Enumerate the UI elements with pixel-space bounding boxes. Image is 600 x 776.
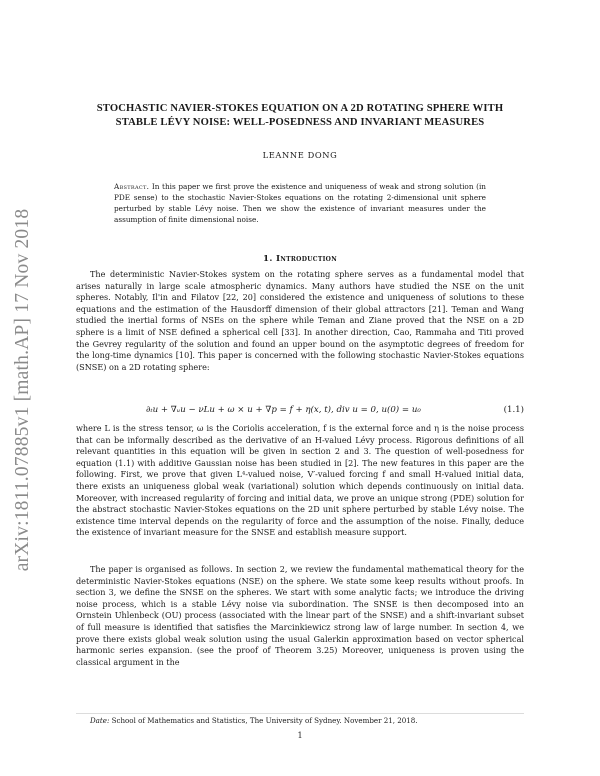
- paper-title: STOCHASTIC NAVIER-STOKES EQUATION ON A 2D ROTATING SPHERE WITH STABLE LÉVY NOISE: WELL-POSEDNESS AND INVARIANT MEASURES: [96, 103, 504, 128]
- equation-number: (1.1): [503, 405, 524, 415]
- intro-paragraph-3: The paper is organised as follows. In section 2, we review the fundamental mathematical theory for the deterministic Navier-Stokes equations (NSE) on the sphere. We state some keep results without proofs. In section 3, we define the SNSE on the spheres. We start with some analytic facts; we introduce the driving noise process, which is a stable Lévy noise via subordination. The SNSE is then decomposed into an Ornstein Uhlenbeck (OU) process (associated with the linear part of the SNSE) and a shift-invariant subset of full measure is identified that satisfies the Marcinkiewicz strong law of large number. In section 4, we prove there exists global weak solution using the usual Galerkin approximation based on vector spherical harmonic series expansion. (see the proof of Theorem 3.25) Moreover, uniqueness is proven using the classical argument in the: [76, 564, 524, 667]
- footnote-text: School of Mathematics and Statistics, The University of Sydney. November 21, 2018.: [111, 716, 418, 725]
- arxiv-identifier: arXiv:1811.07885v1 [math.AP] 17 Nov 2018: [12, 208, 33, 572]
- intro-paragraph-2: where L is the stress tensor, ω is the Coriolis acceleration, f is the external force and η is the noise process that can be informally described as the derivative of an H-valued Lévy process. Rigorous definitions of all relevant quantities in this equation will be given in section 2 and 3. The question of well-posedness for equation (1.1) with additive Gaussian noise has been studied in [2]. The new features in this paper are the following. First, we prove that given L⁴-valued noise, V′-valued forcing f and small H-valued initial data, there exists an uniqueness global weak (variational) solution which depends continuously on initial data. Moreover, with increased regularity of forcing and initial data, we prove an unique strong (PDE) solution for the abstract stochastic Navier-Stokes equations on the 2D unit sphere perturbed by stable Lévy noise. The existence time interval depends on the regularity of force and the assumption of the noise. Finally, deduce the existence of invariant measure for the SNSE and establish measure support.: [76, 423, 524, 538]
- page-number: 1: [297, 731, 303, 740]
- footnote-label: Date:: [90, 716, 110, 725]
- footnote-divider: [76, 713, 524, 714]
- arxiv-sidebar: [8, 170, 38, 610]
- abstract-text: In this paper we first prove the existence and uniqueness of weak and strong solution (in PDE sense) to the stochastic Navier-Stokes equations on the rotating 2-dimensional unit sphere perturbed by stable Lévy noise. Then we show the existence of invariant measures under the assumption of finite dimensional noise.: [114, 182, 486, 224]
- equation-1-1: [76, 405, 524, 419]
- section-heading-introduction: 1. Introduction: [262, 254, 337, 264]
- intro-paragraph-1: The deterministic Navier-Stokes system on the rotating sphere serves as a fundamental model that arises naturally in large scale atmospheric dynamics. Many authors have studied the NSE on the unit spheres. Notably, Il'in and Filatov [22, 20] considered the existence and uniqueness of solutions to these equations and the estimation of the Hausdorff dimension of their global attractors [21]. Teman and Wang studied the inertial forms of NSEs on the sphere while Teman and Ziane proved that the NSE on a 2D sphere is a limit of NSE defined a spherical cell [33]. In another direction, Cao, Rammaha and Titi proved the Gevrey regularity of the solution and found an upper bound on the asymptotic degrees of freedom for the long-time dynamics [10]. This paper is concerned with the following stochastic Navier-Stokes equations (SNSE) on a 2D rotating sphere:: [76, 269, 524, 372]
- equation-body: ∂ₜu + ∇ᵤu − νLu + ω × u + ∇p = f + η(x, t), div u = 0, u(0) = u₀: [146, 405, 421, 415]
- date-footnote: [90, 716, 520, 726]
- abstract: [114, 182, 486, 226]
- abstract-label: Abstract.: [114, 182, 150, 191]
- author-name: LEANNE DONG: [262, 150, 338, 160]
